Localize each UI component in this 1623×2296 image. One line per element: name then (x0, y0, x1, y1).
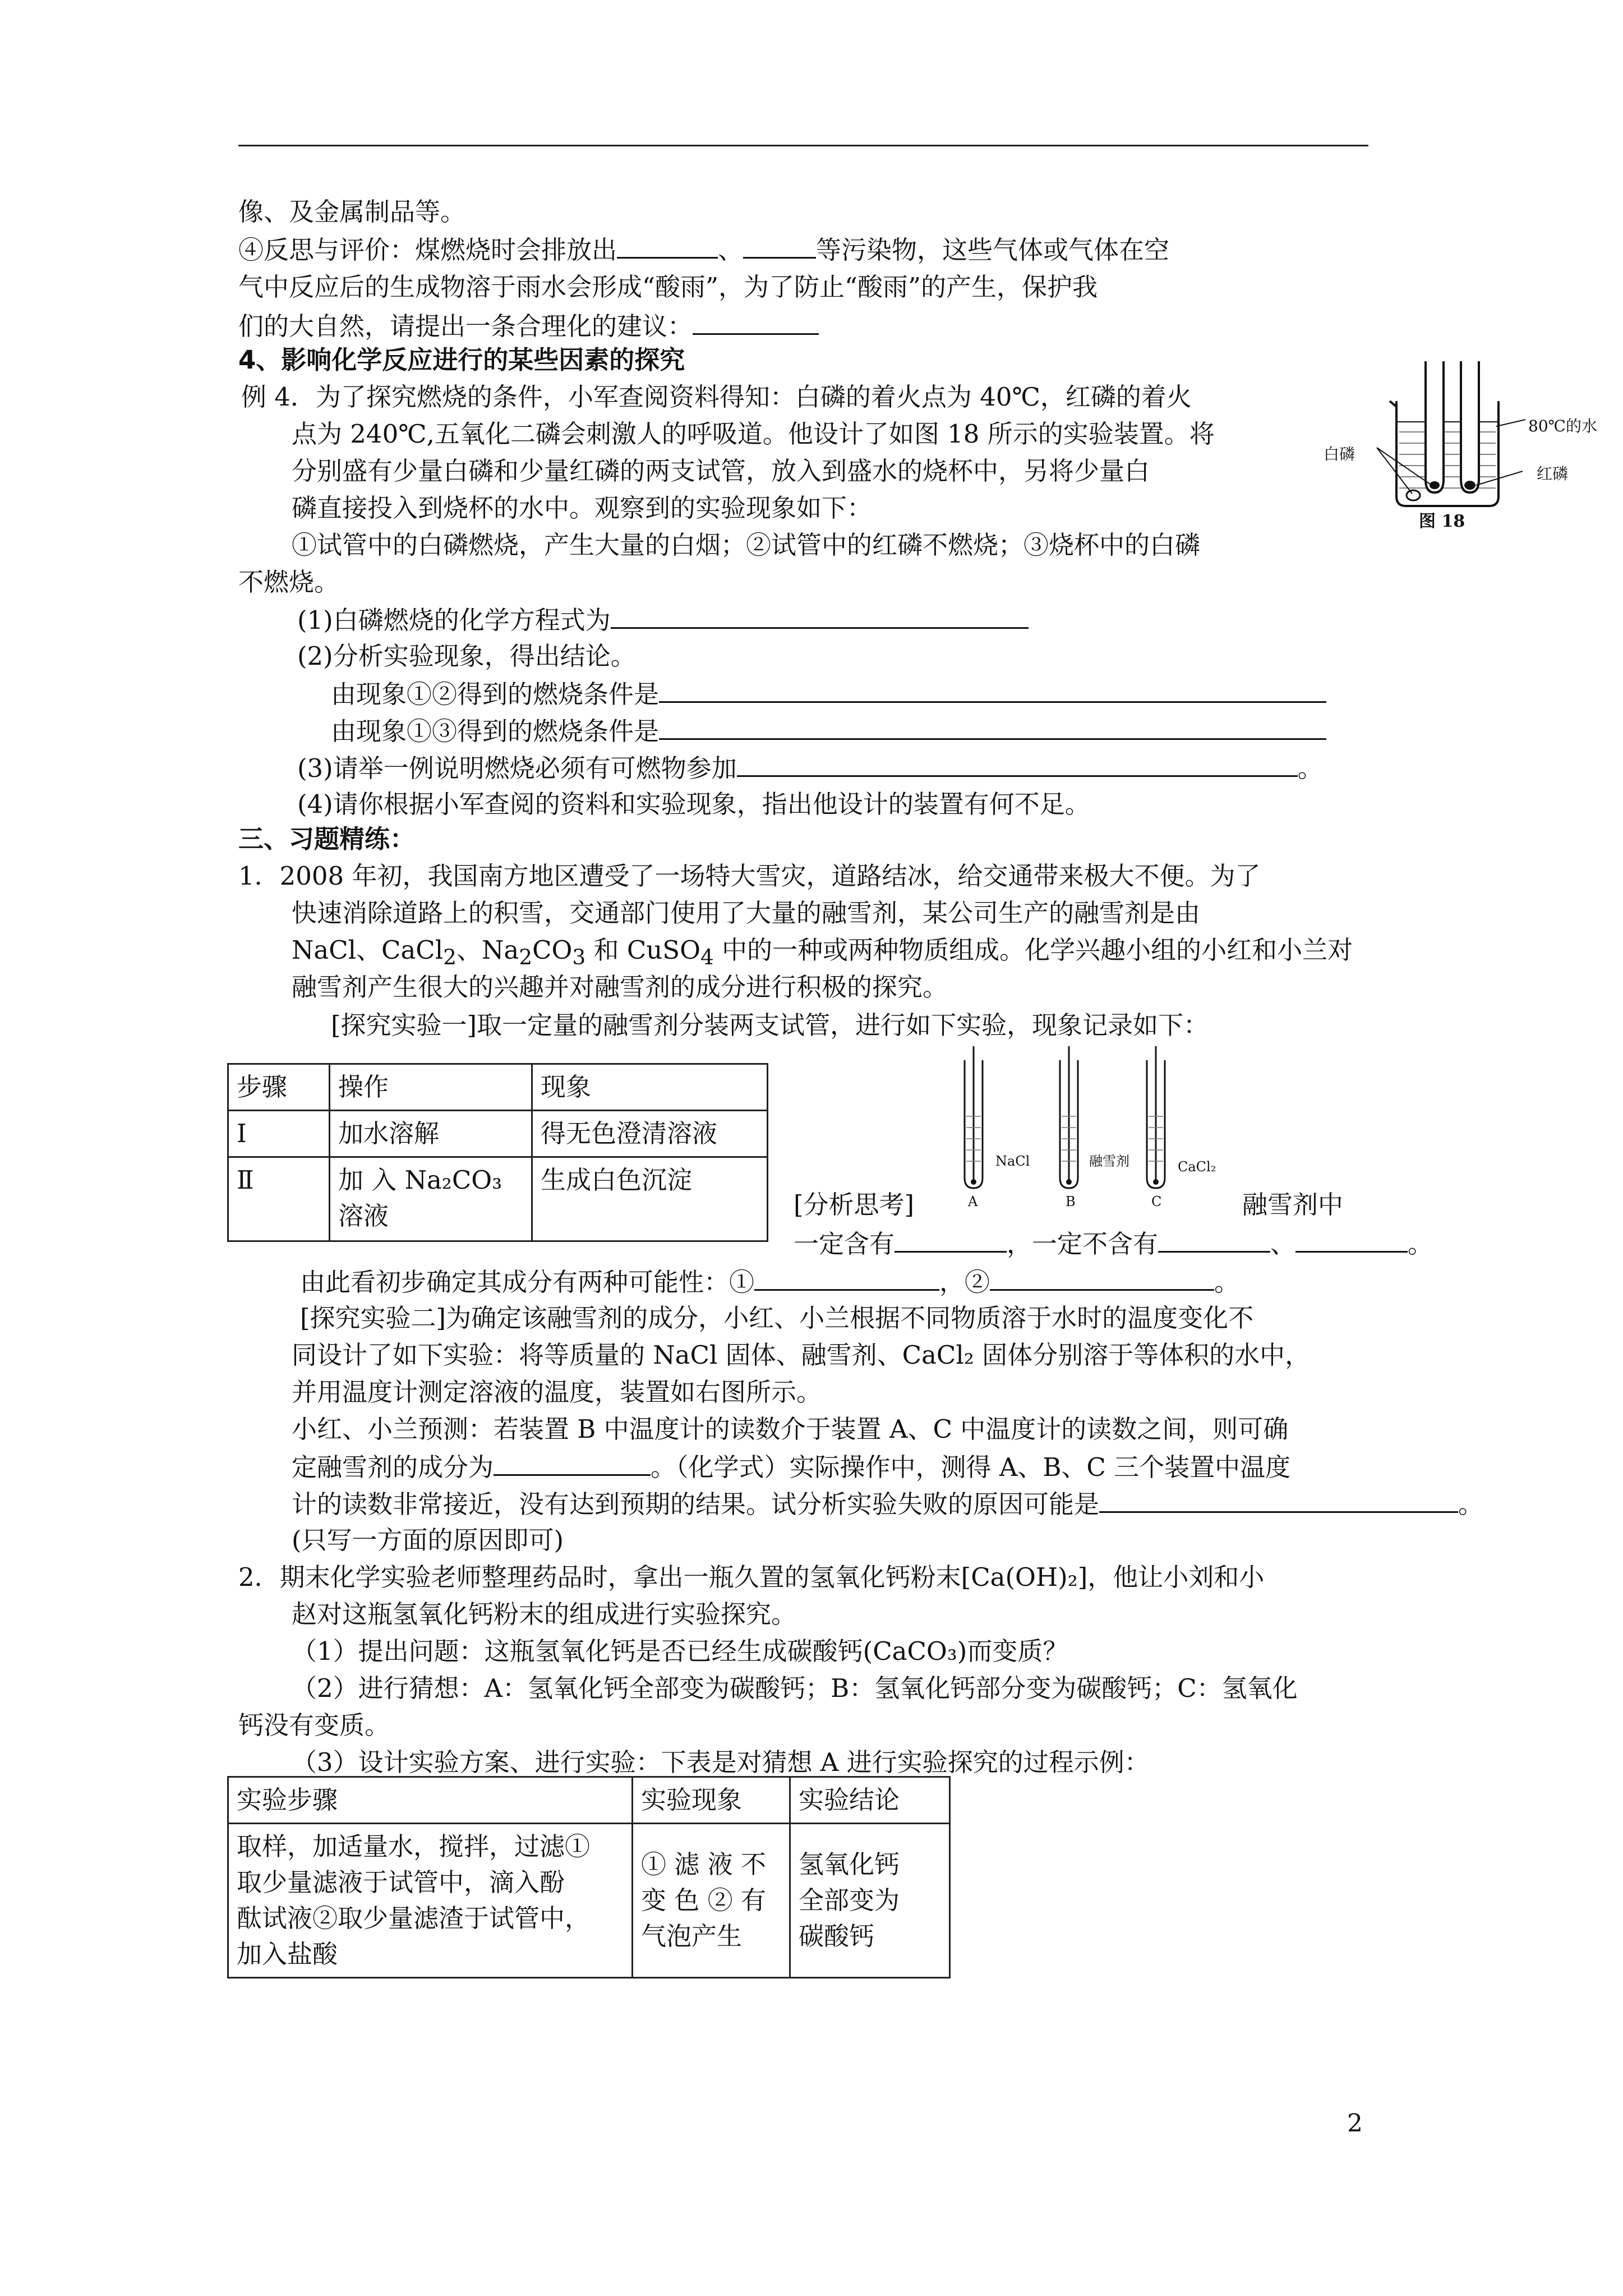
subscript: 4 (700, 945, 714, 969)
question-2: (2)分析实验现象，得出结论。 (297, 641, 636, 671)
analysis-text: 融雪剂中 (1242, 1190, 1344, 1220)
header-rule (238, 145, 1368, 146)
example4-line-2: 点为 240℃,五氧化二磷会刺激人的呼吸道。他设计了如图 18 所示的实验装置。将 (292, 419, 1215, 449)
text: 。 (1408, 1229, 1433, 1259)
prediction-line-3 (292, 1487, 1483, 1521)
possibility-line (300, 1264, 1239, 1299)
page-number: 2 (1347, 2109, 1363, 2138)
text: 。 (1214, 1267, 1240, 1297)
experiment2-line-3: 并用温度计测定溶液的温度，装置如右图所示。 (292, 1377, 822, 1407)
text: 一定含有 (794, 1229, 895, 1259)
text: 由现象①③得到的燃烧条件是 (331, 716, 660, 746)
prediction-note: (只写一方面的原因即可) (292, 1525, 564, 1555)
text: ，② (939, 1267, 990, 1297)
table-header-row (228, 1777, 950, 1824)
text: 中的一种或两种物质组成。化学兴趣小组的小红和小兰对 (713, 935, 1353, 965)
table-header: 实验步骤 (228, 1777, 633, 1824)
answer-blank[interactable] (693, 309, 819, 335)
table-header-row (228, 1064, 768, 1111)
cell-line: 氢氧化钙 (799, 1849, 900, 1879)
exercise2-line-5: 钙没有变质。 (238, 1710, 390, 1740)
experiment-plan-table (227, 1776, 951, 1978)
question-2b (331, 714, 1326, 748)
prediction-line-1: 小红、小兰预测：若装置 B 中温度计的读数介于装置 A、C 中温度计的读数之间，则可确 (292, 1414, 1289, 1444)
cell-line: 全部变为 (799, 1885, 900, 1915)
text: ④反思与评价：煤燃烧时会排放出 (238, 235, 617, 265)
intro-line-3: 气中反应后的生成物溶于雨水会形成“酸雨”，为了防止“酸雨”的产生，保护我 (238, 272, 1098, 302)
subscript: 2 (519, 945, 533, 969)
text: 定融雪剂的成分为 (292, 1452, 494, 1482)
cell-line: 碳酸钙 (799, 1921, 875, 1951)
text: 们的大自然，请提出一条合理化的建议： (238, 311, 693, 341)
answer-blank[interactable] (895, 1226, 1007, 1253)
answer-blank[interactable] (611, 602, 1029, 629)
tube-b-label: 融雪剂 (1089, 1153, 1129, 1169)
text: 计的读数非常接近，没有达到预期的结果。试分析实验失败的原因可能是 (292, 1489, 1100, 1519)
table-cell: Ⅰ (228, 1111, 330, 1157)
section3-heading: 三、习题精练： (238, 824, 416, 854)
experiment2-line-2: 同设计了如下实验：将等质量的 NaCl 固体、融雪剂、CaCl₂ 固体分别溶于等体积的水中， (292, 1340, 1311, 1370)
exercise1-line-1: 1．2008 年初，我国南方地区遭受了一场特大雪灾，道路结冰，给交通带来极大不便。为了 (238, 861, 1261, 891)
example4-line-4: 磷直接投入到烧杯的水中。观察到的实验现象如下： (292, 493, 873, 523)
table-cell: 加水溶解 (330, 1111, 532, 1157)
text: ，一定不含有 (1007, 1229, 1159, 1259)
subscript: 2 (443, 945, 457, 969)
tube-a-label: NaCl (995, 1153, 1030, 1169)
answer-blank[interactable] (659, 677, 1326, 703)
cell-line: 取少量滤液于试管中，滴入酚 (237, 1867, 565, 1897)
exercise2-line-4: （2）进行猜想：A：氢氧化钙全部变为碳酸钙；B：氢氧化钙部分变为碳酸钙；C：氢氧化 (292, 1673, 1298, 1703)
table-cell-steps (228, 1824, 633, 1978)
cell-line: 气泡产生 (641, 1921, 743, 1951)
exercise2-line-2: 赵对这瓶氢氧化钙粉末的组成进行实验探究。 (292, 1599, 797, 1629)
experiment2-line-1: [探究实验二]为确定该融雪剂的成分，小红、小兰根据不同物质溶于水时的温度变化不 (300, 1303, 1254, 1333)
text: 和 CuSO (585, 935, 700, 965)
table-header: 步骤 (228, 1064, 330, 1111)
text: 由现象①②得到的燃烧条件是 (331, 679, 660, 709)
table-cell: Ⅱ (228, 1157, 330, 1241)
table-header: 操作 (330, 1064, 532, 1111)
answer-blank[interactable] (1158, 1226, 1270, 1253)
table-header: 实验现象 (633, 1777, 790, 1824)
text: CO (532, 935, 573, 965)
prediction-line-2 (292, 1450, 1290, 1484)
exercise2-line-3: （1）提出问题：这瓶氢氧化钙是否已经生成碳酸钙(CaCO₃)而变质？ (292, 1636, 1068, 1666)
answer-blank[interactable] (1099, 1487, 1458, 1513)
example4-line-1: 例 4．为了探究燃烧的条件，小军查阅资料得知：白磷的着火点为 40℃，红磷的着火 (241, 382, 1192, 412)
text: 等污染物，这些气体或气体在空 (816, 235, 1170, 265)
answer-blank[interactable] (743, 232, 816, 259)
experiment1-table (227, 1063, 768, 1242)
text: 、 (718, 235, 744, 265)
analysis-line (794, 1226, 1433, 1261)
intro-line-2 (238, 232, 1169, 267)
text: NaCl、CaCl (292, 935, 444, 965)
cell-line: 酞试液②取少量滤渣于试管中， (237, 1903, 591, 1933)
test-tubes-figure (942, 1043, 1234, 1212)
section4-heading: 4、影响化学反应进行的某些因素的探究 (238, 345, 685, 375)
table-cell: 生成白色沉淀 (532, 1157, 768, 1241)
answer-blank[interactable] (617, 232, 718, 259)
table-row (228, 1157, 768, 1241)
cell-line: 取样，加适量水，搅拌，过滤① (237, 1832, 591, 1861)
figure-label-white-phosphorus: 白磷 (1324, 445, 1355, 463)
table-header: 现象 (532, 1064, 768, 1111)
exercise2-line-1: 2．期末化学实验老师整理药品时，拿出一瓶久置的氢氧化钙粉末[Ca(OH)₂]，他让小刘和小 (238, 1562, 1265, 1592)
cell-line: 加入盐酸 (237, 1939, 338, 1969)
figure-caption: 图 18 (1419, 512, 1465, 531)
cell-line: 变 色 ② 有 (641, 1885, 766, 1915)
intro-line-1: 像、及金属制品等。 (238, 197, 466, 227)
answer-blank[interactable] (659, 714, 1326, 740)
intro-line-4 (238, 309, 819, 343)
answer-blank[interactable] (754, 1264, 939, 1291)
analysis-label: [分析思考] (794, 1190, 915, 1220)
table-cell-phenomena (633, 1824, 790, 1978)
example4-line-5: ①试管中的白磷燃烧，产生大量的白烟；②试管中的红磷不燃烧；③烧杯中的白磷 (292, 530, 1201, 560)
table-cell-conclusions (790, 1824, 950, 1978)
exercise1-line-5: [探究实验一]取一定量的融雪剂分装两支试管，进行如下实验，现象记录如下： (331, 1010, 1209, 1040)
exercise1-line-4: 融雪剂产生很大的兴趣并对融雪剂的成分进行积极的探究。 (292, 972, 948, 1002)
example4-line-6: 不燃烧。 (238, 567, 340, 597)
question-4: (4)请你根据小军查阅的资料和实验现象，指出他设计的装置有何不足。 (297, 789, 1090, 819)
text: 。（化学式）实际操作中，测得 A、B、C 三个装置中温度 (651, 1452, 1291, 1482)
text: (3)请举一例说明燃烧必须有可燃物参加 (297, 753, 737, 783)
exercise1-line-3 (292, 933, 1353, 974)
tube-letter-c: C (1151, 1194, 1162, 1209)
tube-letter-b: B (1066, 1194, 1076, 1209)
exercise1-line-2: 快速消除道路上的积雪，交通部门使用了大量的融雪剂，某公司生产的融雪剂是由 (292, 898, 1201, 928)
answer-blank[interactable] (737, 751, 1298, 777)
table-row (228, 1824, 950, 1978)
text: 、Na (456, 935, 519, 965)
text: 。 (1458, 1489, 1484, 1519)
question-1 (297, 602, 1029, 637)
table-cell: 得无色澄清溶液 (532, 1111, 768, 1157)
answer-blank[interactable] (990, 1264, 1214, 1291)
figure-label-red-phosphorus: 红磷 (1537, 464, 1569, 483)
answer-blank[interactable] (494, 1450, 651, 1476)
table-cell: 加 入 Na₂CO₃ 溶液 (330, 1157, 532, 1241)
cell-line: ① 滤 液 不 (641, 1849, 766, 1879)
question-3 (297, 751, 1323, 785)
table-header: 实验结论 (790, 1777, 950, 1824)
figure-label-water: 80℃的水 (1528, 417, 1597, 435)
example4-line-3: 分别盛有少量白磷和少量红磷的两支试管，放入到盛水的烧杯中，另将少量白 (292, 456, 1150, 486)
text: 由此看初步确定其成分有两种可能性：① (300, 1267, 755, 1297)
answer-blank[interactable] (1295, 1226, 1408, 1253)
question-2a (331, 677, 1326, 711)
subscript: 3 (572, 945, 586, 969)
table-row (228, 1111, 768, 1157)
text: (1)白磷燃烧的化学方程式为 (297, 605, 611, 635)
tube-letter-a: A (968, 1194, 978, 1209)
tube-c-label: CaCl₂ (1178, 1159, 1216, 1175)
text: 、 (1270, 1229, 1296, 1259)
exercise2-line-6: （3）设计实验方案、进行实验：下表是对猜想 A 进行实验探究的过程示例： (292, 1747, 1150, 1777)
text: 。 (1297, 753, 1323, 783)
